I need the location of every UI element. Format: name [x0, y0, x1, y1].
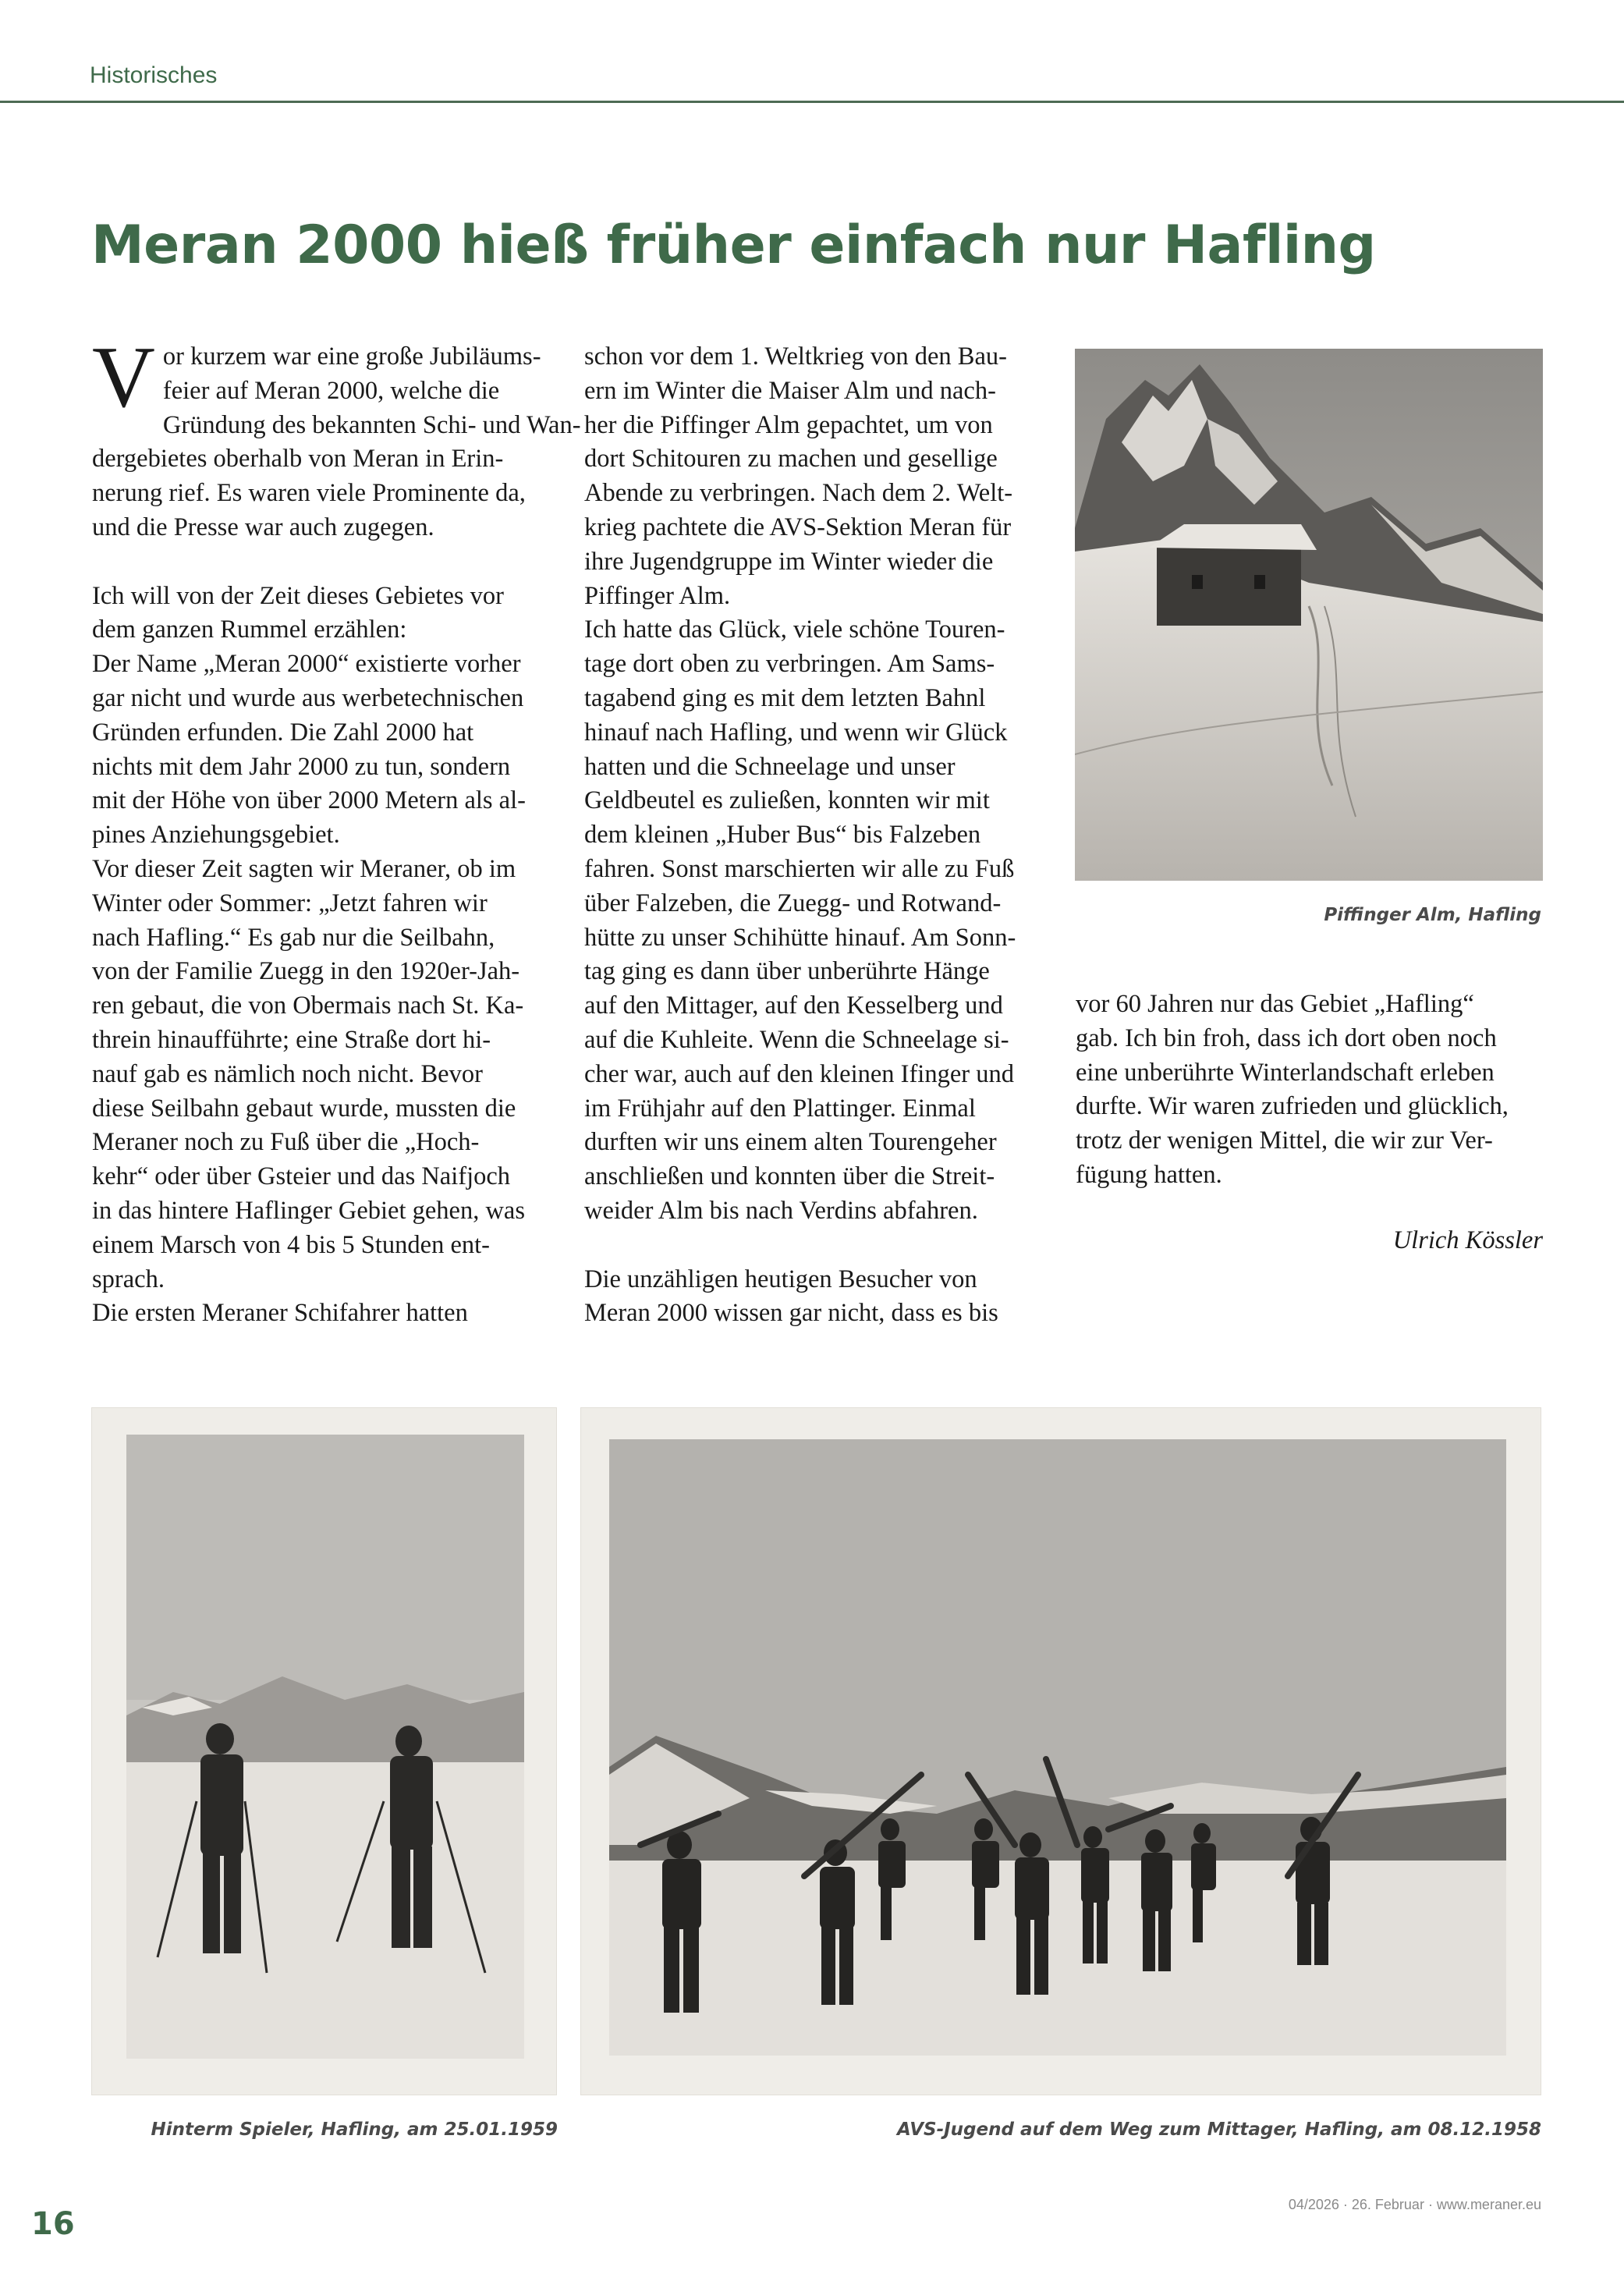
text-line: Gründen erfunden. Die Zahl 2000 hat: [92, 718, 474, 747]
article-title: Meran 2000 hieß früher einfach nur Hafling: [91, 215, 1376, 276]
drop-cap: V: [92, 329, 155, 426]
text-line: vor 60 Jahren nur das Gebiet „Hafling“: [1076, 990, 1474, 1018]
text-line: Die unzähligen heutigen Besucher von: [584, 1265, 977, 1293]
text-line: Vor dieser Zeit sagten wir Meraner, ob im: [92, 854, 516, 883]
author-signature: Ulrich Kössler: [1392, 1226, 1543, 1254]
text-line: Geldbeutel es zuließen, konnten wir mit: [584, 786, 990, 815]
section-label: Historisches: [90, 62, 218, 88]
text-line: Gründung des bekannten Schi- und Wan-: [162, 410, 581, 439]
text-line: schon vor dem 1. Weltkrieg von den Bau-: [584, 342, 1007, 371]
text-line: Meraner noch zu Fuß über die „Hoch-: [92, 1128, 480, 1157]
text-line: Winter oder Sommer: „Jetzt fahren wir: [92, 889, 488, 917]
text-line: ren gebaut, die von Obermais nach St. Ka-: [92, 992, 524, 1020]
text-line: sprach.: [92, 1265, 165, 1293]
text-line: kehr“ oder über Gsteier und das Naifjoch: [92, 1162, 511, 1191]
text-line: Der Name „Meran 2000“ existierte vorher: [92, 650, 521, 679]
text-line: Abende zu verbringen. Nach dem 2. Welt-: [584, 479, 1013, 508]
text-line: hinauf nach Hafling, und wenn wir Glück: [584, 718, 1008, 747]
text-line: über Falzeben, die Zuegg- und Rotwand-: [584, 889, 1002, 917]
text-line: trotz der wenigen Mittel, die wir zur Ver-: [1076, 1126, 1493, 1155]
text-line: pines Anziehungsgebiet.: [92, 821, 340, 850]
text-line: hütte zu unser Schihütte hinauf. Am Sonn-: [584, 923, 1016, 952]
text-line: threin hinaufführte; eine Straße dort hi-: [92, 1025, 491, 1054]
text-line: ihre Jugendgruppe im Winter wieder die: [584, 547, 994, 576]
text-line: einem Marsch von 4 bis 5 Stunden ent-: [92, 1230, 490, 1259]
photo-youth-group: [609, 1439, 1506, 2056]
text-line: dort Schitouren zu machen und gesellige: [584, 445, 998, 474]
text-line: anschließen und konnten über die Streit-: [584, 1162, 995, 1191]
text-line: auf die Kuhleite. Wenn die Schneelage si-: [584, 1025, 1009, 1054]
text-line: gar nicht und wurde aus werbetechnischen: [92, 683, 524, 712]
photo-frame-group: [581, 1408, 1541, 2095]
text-line: Ich will von der Zeit dieses Gebietes vor: [92, 581, 504, 610]
text-line: eine unberührte Winterlandschaft erleben: [1076, 1058, 1495, 1087]
text-line: nauf gab es nämlich noch nicht. Bevor: [92, 1059, 483, 1088]
text-line: her die Piffinger Alm gepachtet, um von: [584, 410, 993, 439]
text-line: mit der Höhe von über 2000 Metern als al-: [92, 786, 526, 815]
text-line: ern im Winter die Maiser Alm und nach-: [584, 376, 996, 405]
text-line: tage dort oben zu verbringen. Am Sams-: [584, 650, 995, 679]
text-line: von der Familie Zuegg in den 1920er-Jah-: [92, 957, 520, 986]
text-line: auf den Mittager, auf den Kesselberg und: [584, 992, 1003, 1020]
text-line: or kurzem war eine große Jubiläums-: [162, 342, 541, 371]
text-line: nach Hafling.“ Es gab nur die Seilbahn,: [92, 923, 495, 952]
text-line: Piffinger Alm.: [584, 581, 731, 610]
photo-frame-skiers: [92, 1408, 556, 2095]
text-line: diese Seilbahn gebaut wurde, mussten die: [92, 1094, 516, 1123]
text-line: krieg pachtete die AVS-Sektion Meran für: [584, 513, 1012, 541]
paragraph-gap: [92, 545, 560, 580]
text-line: nichts mit dem Jahr 2000 zu tun, sondern: [92, 752, 511, 781]
issue-info: 04/2026 · 26. Februar · www.meraner.eu: [1288, 2197, 1541, 2212]
paragraph-gap: [584, 1229, 1052, 1263]
text-line: fahren. Sonst marschierten wir alle zu Fuß: [584, 854, 1015, 883]
photo-two-skiers: [126, 1435, 524, 2059]
text-line: hatten und die Schneelage und unser: [584, 752, 956, 781]
text-line: fügung hatten.: [1076, 1160, 1222, 1189]
photo-piffinger-alm: [1075, 349, 1543, 881]
text-line: durfte. Wir waren zufrieden und glücklich,: [1076, 1092, 1509, 1121]
text-line: dem kleinen „Huber Bus“ bis Falzeben: [584, 821, 981, 850]
caption-youth-group: AVS-Jugend auf dem Weg zum Mittager, Hafling, am 08.12.1958: [896, 2120, 1541, 2140]
text-line: dem ganzen Rummel erzählen:: [92, 615, 407, 644]
caption-skiers: Hinterm Spieler, Hafling, am 25.01.1959: [151, 2120, 558, 2140]
text-column-2: [584, 340, 1052, 1331]
text-line: cher war, auch auf den kleinen Ifinger und: [584, 1059, 1014, 1088]
text-line: nerung rief. Es waren viele Prominente da,: [92, 479, 526, 508]
text-line: dergebietes oberhalb von Meran in Erin-: [92, 445, 504, 474]
text-line: Meran 2000 wissen gar nicht, dass es bis: [584, 1299, 998, 1328]
text-line: durften wir uns einem alten Tourengeher: [584, 1128, 997, 1157]
caption-piffinger-alm: Piffinger Alm, Hafling: [1324, 905, 1541, 925]
page-number: 16: [31, 2206, 75, 2242]
text-line: feier auf Meran 2000, welche die: [162, 376, 500, 405]
text-line: im Frühjahr auf den Plattinger. Einmal: [584, 1094, 976, 1123]
text-line: und die Presse war auch zugegen.: [92, 513, 434, 541]
text-line: weider Alm bis nach Verdins abfahren.: [584, 1196, 978, 1225]
text-line: tagabend ging es mit dem letzten Bahnl: [584, 683, 986, 712]
text-line: gab. Ich bin froh, dass ich dort oben noch: [1076, 1023, 1497, 1052]
text-column-1: [92, 329, 581, 1331]
text-line: Die ersten Meraner Schifahrer hatten: [92, 1299, 468, 1328]
text-line: tag ging es dann über unberührte Hänge: [584, 957, 990, 986]
text-column-3: [1076, 988, 1551, 1193]
header-rule: [0, 101, 1624, 103]
text-line: Ich hatte das Glück, viele schöne Touren-: [584, 615, 1005, 644]
text-line: in das hintere Haflinger Gebiet gehen, was: [92, 1196, 526, 1225]
